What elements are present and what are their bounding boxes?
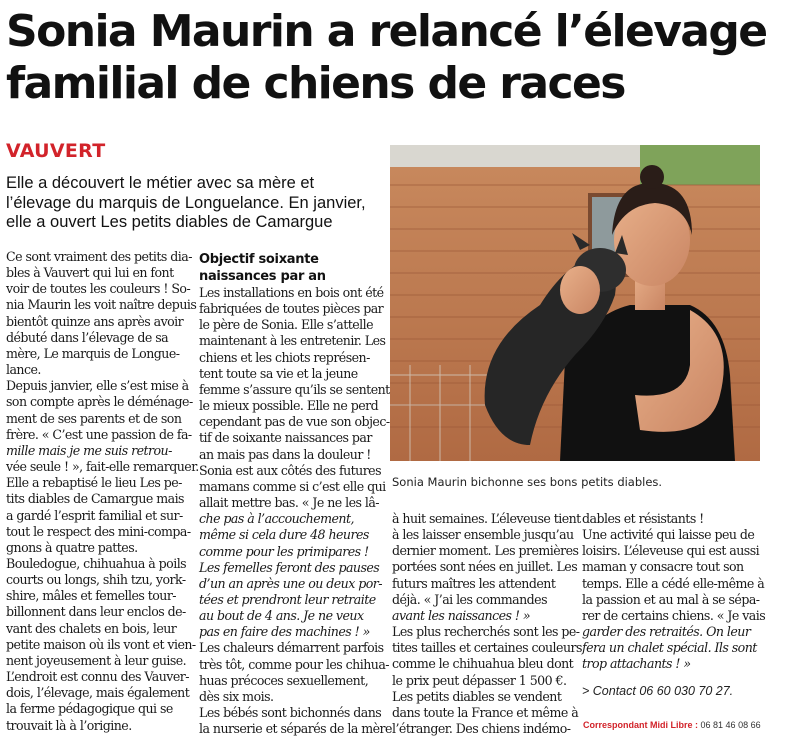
text-line: futurs maîtres les attendent bbox=[392, 575, 556, 591]
headline-line-2: familial de chiens de races bbox=[6, 58, 625, 109]
text-line: la ferme pédagogique qui se bbox=[6, 701, 173, 717]
text-line: l’étranger. Des chiens indémo- bbox=[392, 721, 571, 737]
correspondent-credit bbox=[583, 720, 761, 730]
text-line: Bouledogue, chihuahua à poils bbox=[6, 555, 187, 571]
text-line: d’un an après une ou deux por- bbox=[199, 575, 382, 591]
text-line: lance. bbox=[6, 362, 41, 378]
text-line: à huit semaines. L’éleveuse tient bbox=[392, 511, 581, 526]
text-line: Les femelles feront des pauses bbox=[199, 559, 380, 575]
lead-line: Elle a découvert le métier avec sa mère et bbox=[6, 174, 315, 192]
text-line: huas précoces sexuellement, bbox=[199, 672, 369, 688]
text-line: son compte après le déménage- bbox=[6, 394, 193, 410]
text-line: Depuis janvier, elle s’est mise à bbox=[6, 378, 189, 394]
section-subtitle: Objectif soixante bbox=[199, 252, 319, 267]
article-photo bbox=[390, 145, 760, 461]
text-line: garder des retraités. On leur bbox=[582, 624, 751, 640]
text-line: tout le respect des mini-compa- bbox=[6, 523, 191, 539]
text-line: Elle a rebaptisé le lieu Les pe- bbox=[6, 475, 182, 491]
text-line: Les installations en bois ont été bbox=[199, 285, 384, 300]
text-line: Les chaleurs démarrent parfois bbox=[199, 640, 384, 656]
text-line: maman y consacre tout son bbox=[582, 559, 744, 575]
text-line: le prix peut dépasser 1 500 €. bbox=[392, 672, 567, 688]
text-line: Sonia est aux côtés des futures bbox=[199, 462, 381, 478]
text-line: a gardé l’esprit familial et sur- bbox=[6, 507, 183, 523]
text-line: mamans comme si c’est elle qui bbox=[199, 478, 386, 494]
text-line: mère, Le marquis de Longue- bbox=[6, 345, 180, 361]
text-line: au bout de 4 ans. Je ne veux bbox=[199, 608, 364, 624]
text-line: ment de ses parents et de son bbox=[6, 410, 182, 426]
text-line: an mais pas dans la douleur ! bbox=[199, 446, 371, 462]
text-line: à les laisser ensemble jusqu’au bbox=[392, 527, 574, 543]
text-line: billonnent dans leur enclos de- bbox=[6, 604, 186, 620]
headline-line-1: Sonia Maurin a relancé l’élevage bbox=[6, 6, 767, 57]
text-line: le mieux possible. Elle ne perd bbox=[199, 398, 379, 414]
text-line: voir de toutes les couleurs ! So- bbox=[6, 281, 191, 297]
text-line: Une activité qui laisse peu de bbox=[582, 527, 755, 543]
text-line: fabriquées de toutes pièces par bbox=[199, 301, 384, 317]
text-line: maintenant à les entretenir. Les bbox=[199, 333, 386, 349]
correspondent-label: Correspondant Midi Libre : bbox=[583, 720, 699, 730]
text-line: tits diables de Camargue mais bbox=[6, 491, 184, 507]
section-subtitle: naissances par an bbox=[199, 269, 326, 284]
text-line: dans toute la France et même à bbox=[392, 704, 579, 720]
text-line: trouvait là à l’origine. bbox=[6, 717, 132, 733]
text-line: cependant pas de vue son objec- bbox=[199, 414, 390, 430]
photo-illustration bbox=[390, 145, 760, 461]
text-line: dès six mois. bbox=[199, 688, 274, 704]
text-line: rer de certains chiens. « Je vais bbox=[582, 607, 766, 623]
text-line: shire, mâles et femelles tour- bbox=[6, 588, 177, 604]
text-line: Ce sont vraiment des petits dia- bbox=[6, 249, 192, 264]
text-line: pas en faire des machines ! » bbox=[199, 624, 370, 640]
text-line: dernier moment. Les premières bbox=[392, 543, 579, 559]
text-line: comme pour les primipares ! bbox=[199, 543, 369, 559]
text-line: tites tailles et certaines couleurs bbox=[392, 640, 582, 656]
text-line: bles à Vauvert qui lui en font bbox=[6, 265, 174, 281]
text-line: tées et prendront leur retraite bbox=[199, 591, 376, 607]
text-line: bientôt quinze ans après avoir bbox=[6, 313, 184, 329]
contact-line: > Contact 06 60 030 70 27. bbox=[582, 683, 734, 698]
text-line: la passion et au mal à se sépa- bbox=[582, 591, 760, 607]
article-column-3 bbox=[392, 511, 582, 737]
text-line: nent joyeusement à leur guise. bbox=[6, 652, 187, 668]
text-line: déjà. « J’ai les commandes bbox=[392, 591, 547, 607]
text-line: dois, l’élevage, mais également bbox=[6, 685, 190, 701]
text-line: trop attachants ! » bbox=[582, 656, 691, 672]
text-line: le père de Sonia. Elle s’attelle bbox=[199, 317, 374, 333]
text-line: tent toute sa vie et la jeune bbox=[199, 365, 358, 381]
correspondent-phone: 06 81 46 08 66 bbox=[700, 720, 761, 730]
text-line: vant des chalets en bois, leur bbox=[6, 620, 177, 636]
text-line: temps. Elle a cédé elle-même à bbox=[582, 575, 765, 591]
text-line: avant les naissances ! » bbox=[392, 607, 530, 623]
article-column-4 bbox=[582, 511, 768, 699]
text-line: la nurserie et séparés de la mère bbox=[199, 721, 392, 737]
text-line: allait mettre bas. « Je ne les lâ- bbox=[199, 495, 380, 511]
text-line: frère. « C’est une passion de fa- bbox=[6, 426, 192, 442]
photo-caption: Sonia Maurin bichonne ses bons petits diables. bbox=[392, 475, 663, 489]
text-line: chiens et les chiots représen- bbox=[199, 349, 370, 365]
text-line: vée seule ! », fait-elle remarquer. bbox=[6, 459, 199, 475]
text-line: courts ou longs, shih tzu, york- bbox=[6, 572, 186, 588]
text-line: femme s’assure qu’ils se sentent bbox=[199, 381, 390, 397]
text-line: tif de soixante naissances par bbox=[199, 430, 372, 446]
text-line: mille mais je me suis retrou- bbox=[6, 442, 172, 458]
headline bbox=[6, 6, 786, 110]
location-kicker: VAUVERT bbox=[6, 140, 106, 162]
article-lead bbox=[6, 174, 386, 233]
text-line: comme le chihuahua bleu dont bbox=[392, 656, 574, 672]
text-line: che pas à l’accouchement, bbox=[199, 511, 354, 527]
spacer bbox=[582, 673, 768, 683]
text-line: débuté dans l’élevage de sa bbox=[6, 329, 169, 345]
text-line: Les plus recherchés sont les pe- bbox=[392, 624, 580, 640]
text-line: très tôt, comme pour les chihua- bbox=[199, 656, 389, 672]
text-line: petite maison où ils vont et vien- bbox=[6, 636, 196, 652]
article-column-2 bbox=[199, 251, 392, 737]
article-column-1 bbox=[6, 249, 199, 734]
text-line: Les petits diables se vendent bbox=[392, 688, 562, 704]
text-line: gnons à quatre pattes. bbox=[6, 539, 138, 555]
text-line: L’endroit est connu des Vauver- bbox=[6, 669, 189, 685]
text-line: même si cela dure 48 heures bbox=[199, 527, 369, 543]
lead-line: l’élevage du marquis de Longuelance. En janvier, bbox=[6, 193, 366, 212]
text-line: dables et résistants ! bbox=[582, 511, 704, 526]
text-line: nia Maurin les voit naître depuis bbox=[6, 297, 197, 313]
text-line: loisirs. L’éleveuse qui est aussi bbox=[582, 543, 760, 559]
text-line: Les bébés sont bichonnés dans bbox=[199, 705, 382, 721]
lead-line: elle a ouvert Les petits diables de Camargue bbox=[6, 213, 333, 231]
text-line: fera un chalet spécial. Ils sont bbox=[582, 640, 757, 656]
text-line: portées sont nées en juillet. Les bbox=[392, 559, 578, 575]
